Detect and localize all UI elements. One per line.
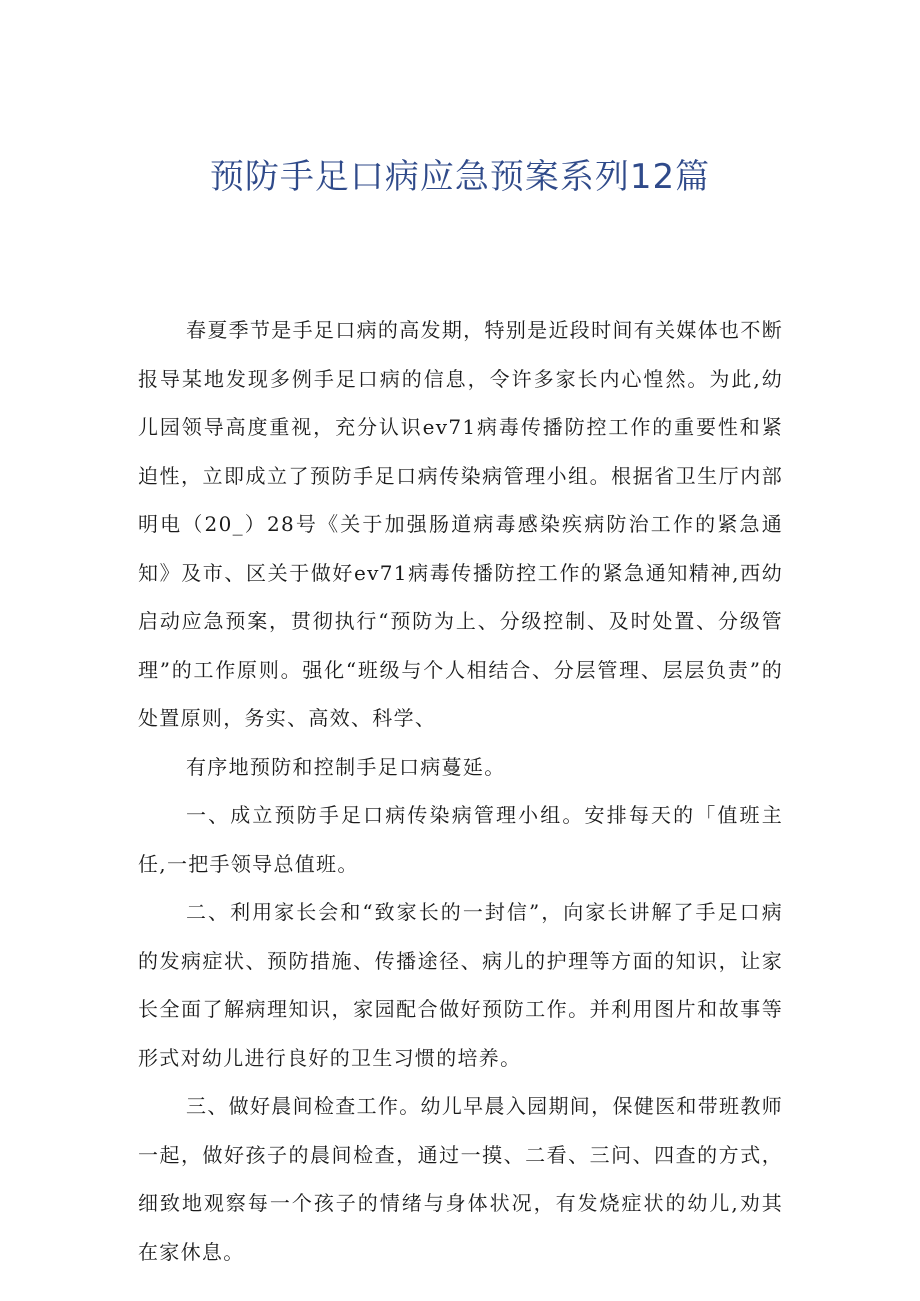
document-title: 预防手足口病应急预案系列12篇 <box>209 157 711 197</box>
paragraph-section-2: 二、利用家长会和“致家长的一封信”，向家长讲解了手足口病的发病症状、预防措施、传播途径、病儿的护理等方面的知识，让家长全面了解病理知识，家园配合做好预防工作。并利用图片和故事等形式对幼儿进行良好的卫生习惯的培养。 <box>138 900 783 1070</box>
paragraph-intro: 春夏季节是手足口病的高发期，特别是近段时间有关媒体也不断报导某地发现多例手足口病的信息，令许多家长内心惶然。为此,幼儿园领导高度重视，充分认识ev71病毒传播防控工作的重要性和紧迫性，立即成立了预防手足口病传染病管理小组。根据省卫生厅内部明电（20_）28号《关于加强肠道病毒感染疾病防治工作的紧急通知》及市、区关于做好ev71病毒传播防控工作的紧急通知精神,西幼启动应急预案，贯彻执行“预防为上、分级控制、及时处置、分级管理”的工作原则。强化“班级与个人相结合、分层管理、层层负责”的处置原则，务实、高效、科学、 <box>138 318 783 730</box>
paragraph-section-3: 三、做好晨间检查工作。幼儿早晨入园期间，保健医和带班教师一起，做好孩子的晨间检查，通过一摸、二看、三问、四查的方式，细致地观察每一个孩子的情绪与身体状况，有发烧症状的幼儿,劝其在家休息。 <box>138 1094 783 1264</box>
paragraph-intro-continued: 有序地预防和控制手足口病蔓延。 <box>186 754 506 779</box>
paragraph-section-1: 一、成立预防手足口病传染病管理小组。安排每天的「值班主任,一把手领导总值班。 <box>138 803 783 876</box>
document-body <box>138 306 783 1276</box>
